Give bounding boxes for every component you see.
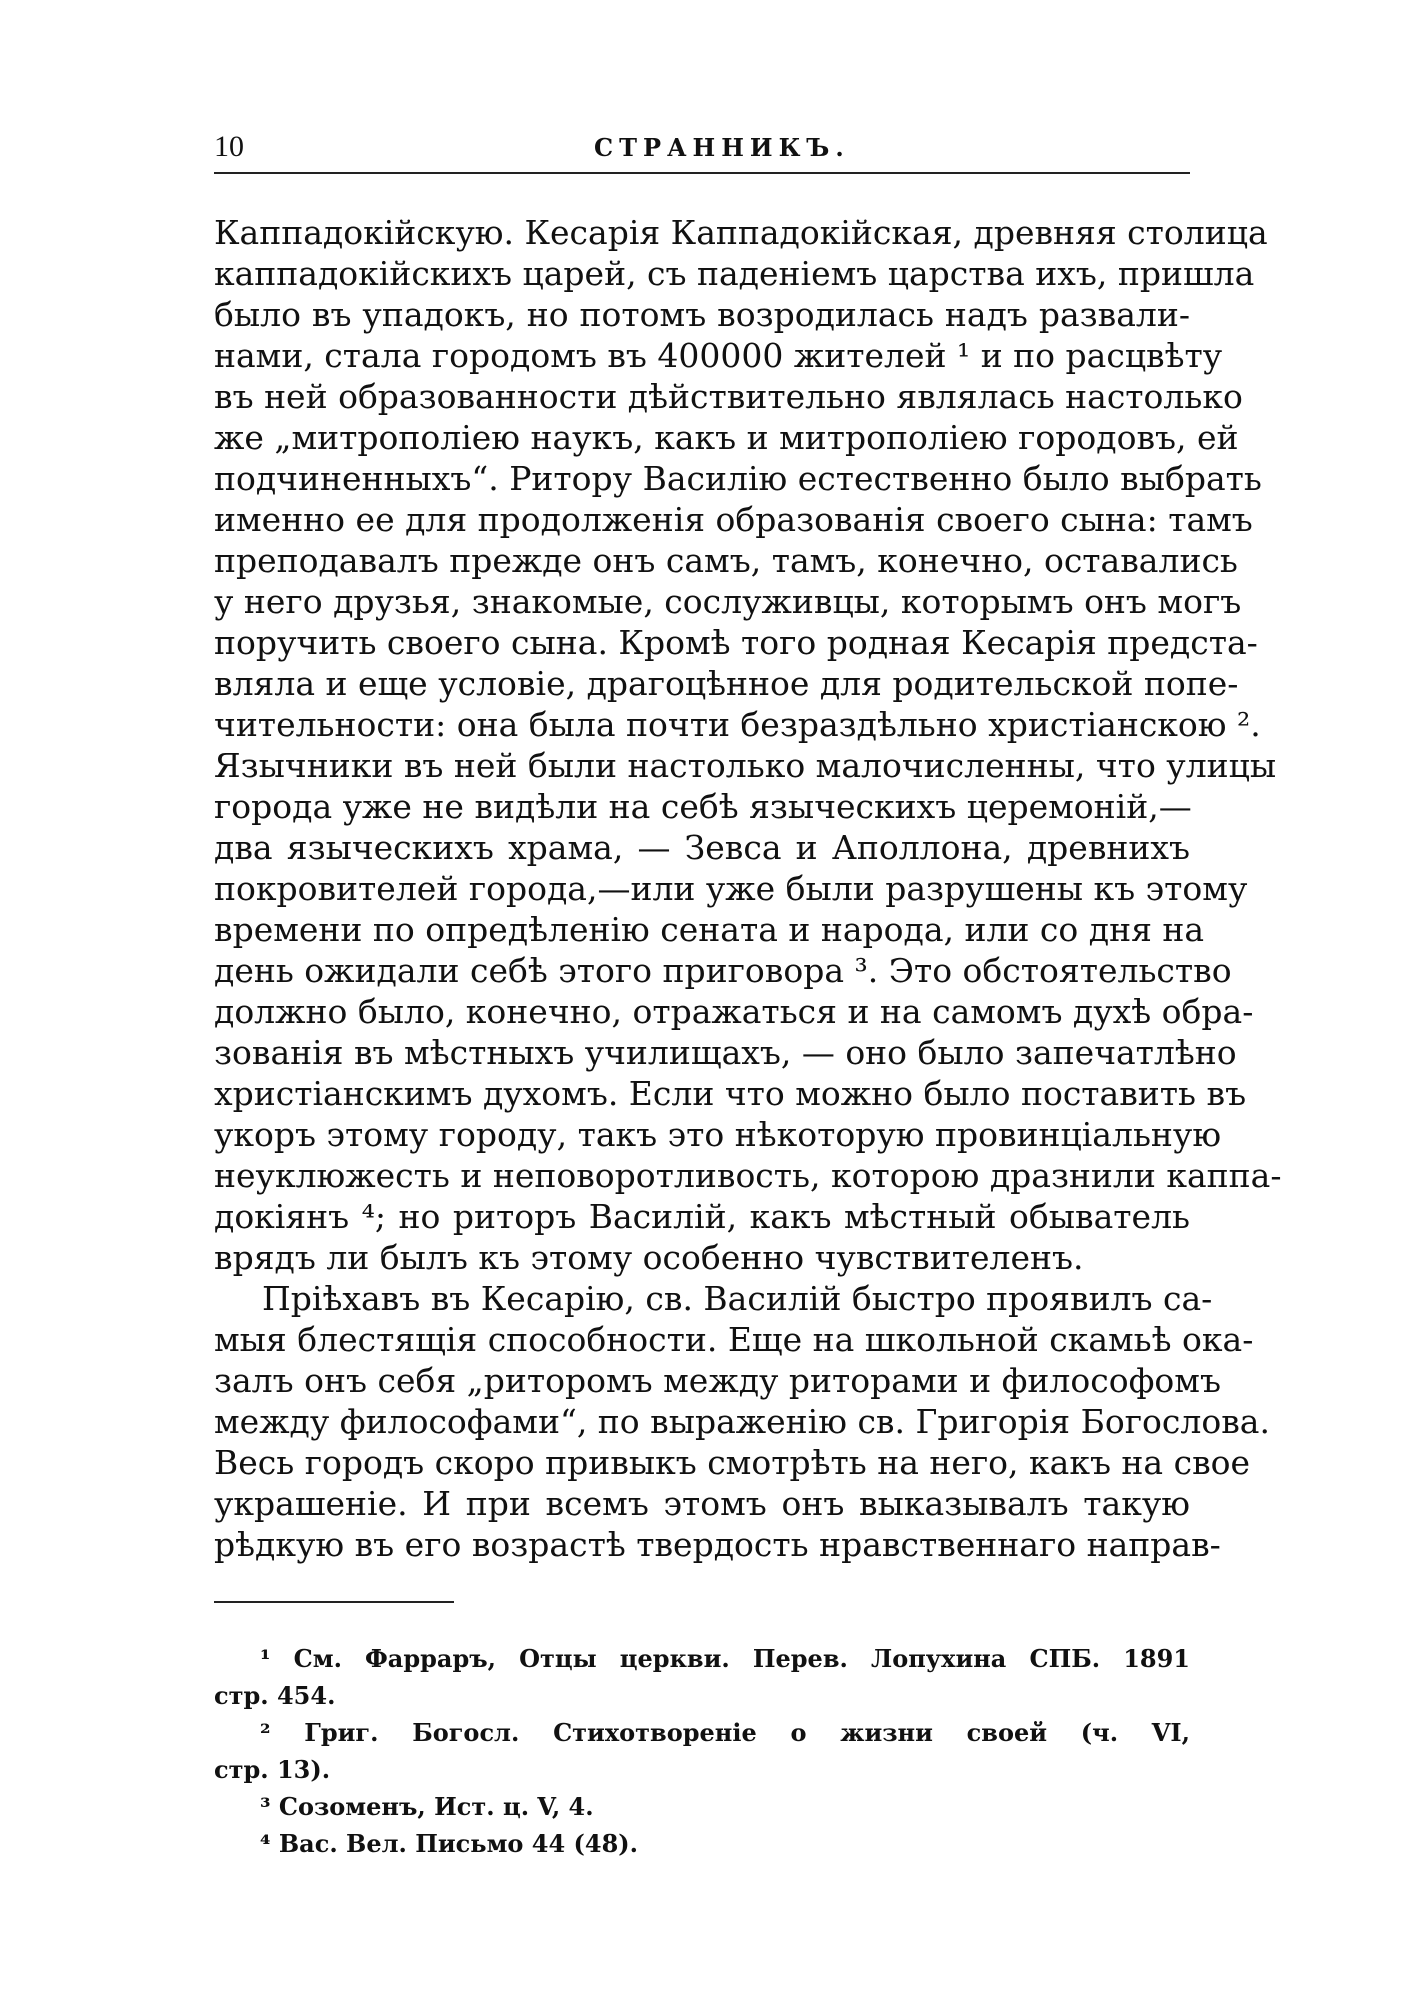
text-line: два языческихъ храма, — Зевса и Аполлона, древнихъ	[214, 828, 1190, 867]
text-line: Язычники въ ней были настолько малочисленны, что улицы	[214, 746, 1277, 785]
text-line: города уже не видѣли на себѣ языческихъ церемоній,—	[214, 787, 1192, 826]
text-line: врядъ ли былъ къ этому особенно чувствителенъ.	[214, 1238, 1084, 1277]
text-line: Пріѣхавъ въ Кесарію, св. Василій быстро проявилъ са-	[262, 1279, 1213, 1318]
footnote-3: ³ Созоменъ, Ист. ц. V, 4.	[260, 1792, 594, 1821]
footnote-4: ⁴ Вас. Вел. Письмо 44 (48).	[260, 1829, 639, 1858]
text-line: времени по опредѣленію сената и народа, или со дня на	[214, 910, 1205, 949]
text-line: вляла и еще условіе, драгоцѣнное для родительской попе-	[214, 664, 1239, 703]
text-line: между философами“, по выраженію св. Григорія Богослова.	[214, 1402, 1270, 1441]
text-line: нами, стала городомъ въ 400000 жителей ¹ и по расцвѣту	[214, 336, 1223, 375]
text-line: у него друзья, знакомые, сослуживцы, которымъ онъ могъ	[214, 582, 1242, 621]
text-line: рѣдкую въ его возрастѣ твердость нравственнаго направ-	[214, 1525, 1221, 1564]
page-number: 10	[214, 130, 244, 163]
text-line: Каппадокійскую. Кесарія Каппадокійская, древняя столица	[214, 213, 1268, 252]
text-line: укоръ этому городу, такъ это нѣкоторую провинціальную	[214, 1115, 1222, 1154]
text-line: чительности: она была почти безраздѣльно христіанскою ².	[214, 705, 1261, 744]
text-line: украшеніе. И при всемъ этомъ онъ выказывалъ такую	[214, 1484, 1190, 1523]
text-line: должно было, конечно, отражаться и на самомъ духѣ обра-	[214, 992, 1254, 1031]
text-line: поручить своего сына. Кромѣ того родная Кесарія предста-	[214, 623, 1258, 662]
text-line: день ожидали себѣ этого приговора ³. Это обстоятельство	[214, 951, 1232, 990]
footnote-1-continuation: стр. 454.	[214, 1681, 336, 1710]
text-line: мыя блестящія способности. Еще на школьной скамьѣ ока-	[214, 1320, 1254, 1359]
running-title: СТРАННИКЪ.	[594, 133, 850, 162]
footnote-2: ² Григ. Богосл. Стихотвореніе о жизни своей (ч. VI,	[260, 1718, 1190, 1747]
text-line: покровителей города,—или уже были разрушены къ этому	[214, 869, 1248, 908]
text-line: подчиненныхъ“. Ритору Василію естественно было выбрать	[214, 459, 1262, 498]
text-line: докіянъ ⁴; но риторъ Василій, какъ мѣстный обыватель	[214, 1197, 1190, 1236]
text-line: въ ней образованности дѣйствительно являлась настолько	[214, 377, 1243, 416]
text-line: же „митрополіею наукъ, какъ и митрополіею городовъ, ей	[214, 418, 1239, 457]
body-text	[214, 212, 1282, 1565]
page-header	[214, 130, 1190, 174]
text-line: было въ упадокъ, но потомъ возродилась надъ развали-	[214, 295, 1190, 334]
text-line: неуклюжесть и неповоротливость, которою дразнили каппа-	[214, 1156, 1282, 1195]
footnote-2-continuation: стр. 13).	[214, 1755, 331, 1784]
text-line: каппадокійскихъ царей, съ паденіемъ царства ихъ, пришла	[214, 254, 1255, 293]
text-line: христіанскимъ духомъ. Если что можно было поставить въ	[214, 1074, 1247, 1113]
footnotes	[214, 1640, 1190, 1862]
text-line: Весь городъ скоро привыкъ смотрѣть на него, какъ на свое	[214, 1443, 1251, 1482]
text-line: зованія въ мѣстныхъ училищахъ, — оно было запечатлѣно	[214, 1033, 1237, 1072]
header-rule	[214, 172, 1190, 174]
text-line: залъ онъ себя „риторомъ между риторами и философомъ	[214, 1361, 1221, 1400]
text-line: именно ее для продолженія образованія своего сына: тамъ	[214, 500, 1253, 539]
footnote-1: ¹ См. Фарраръ, Отцы церкви. Перев. Лопухина СПБ. 1891	[260, 1644, 1190, 1673]
text-line: преподавалъ прежде онъ самъ, тамъ, конечно, оставались	[214, 541, 1238, 580]
footnote-rule	[214, 1601, 454, 1603]
